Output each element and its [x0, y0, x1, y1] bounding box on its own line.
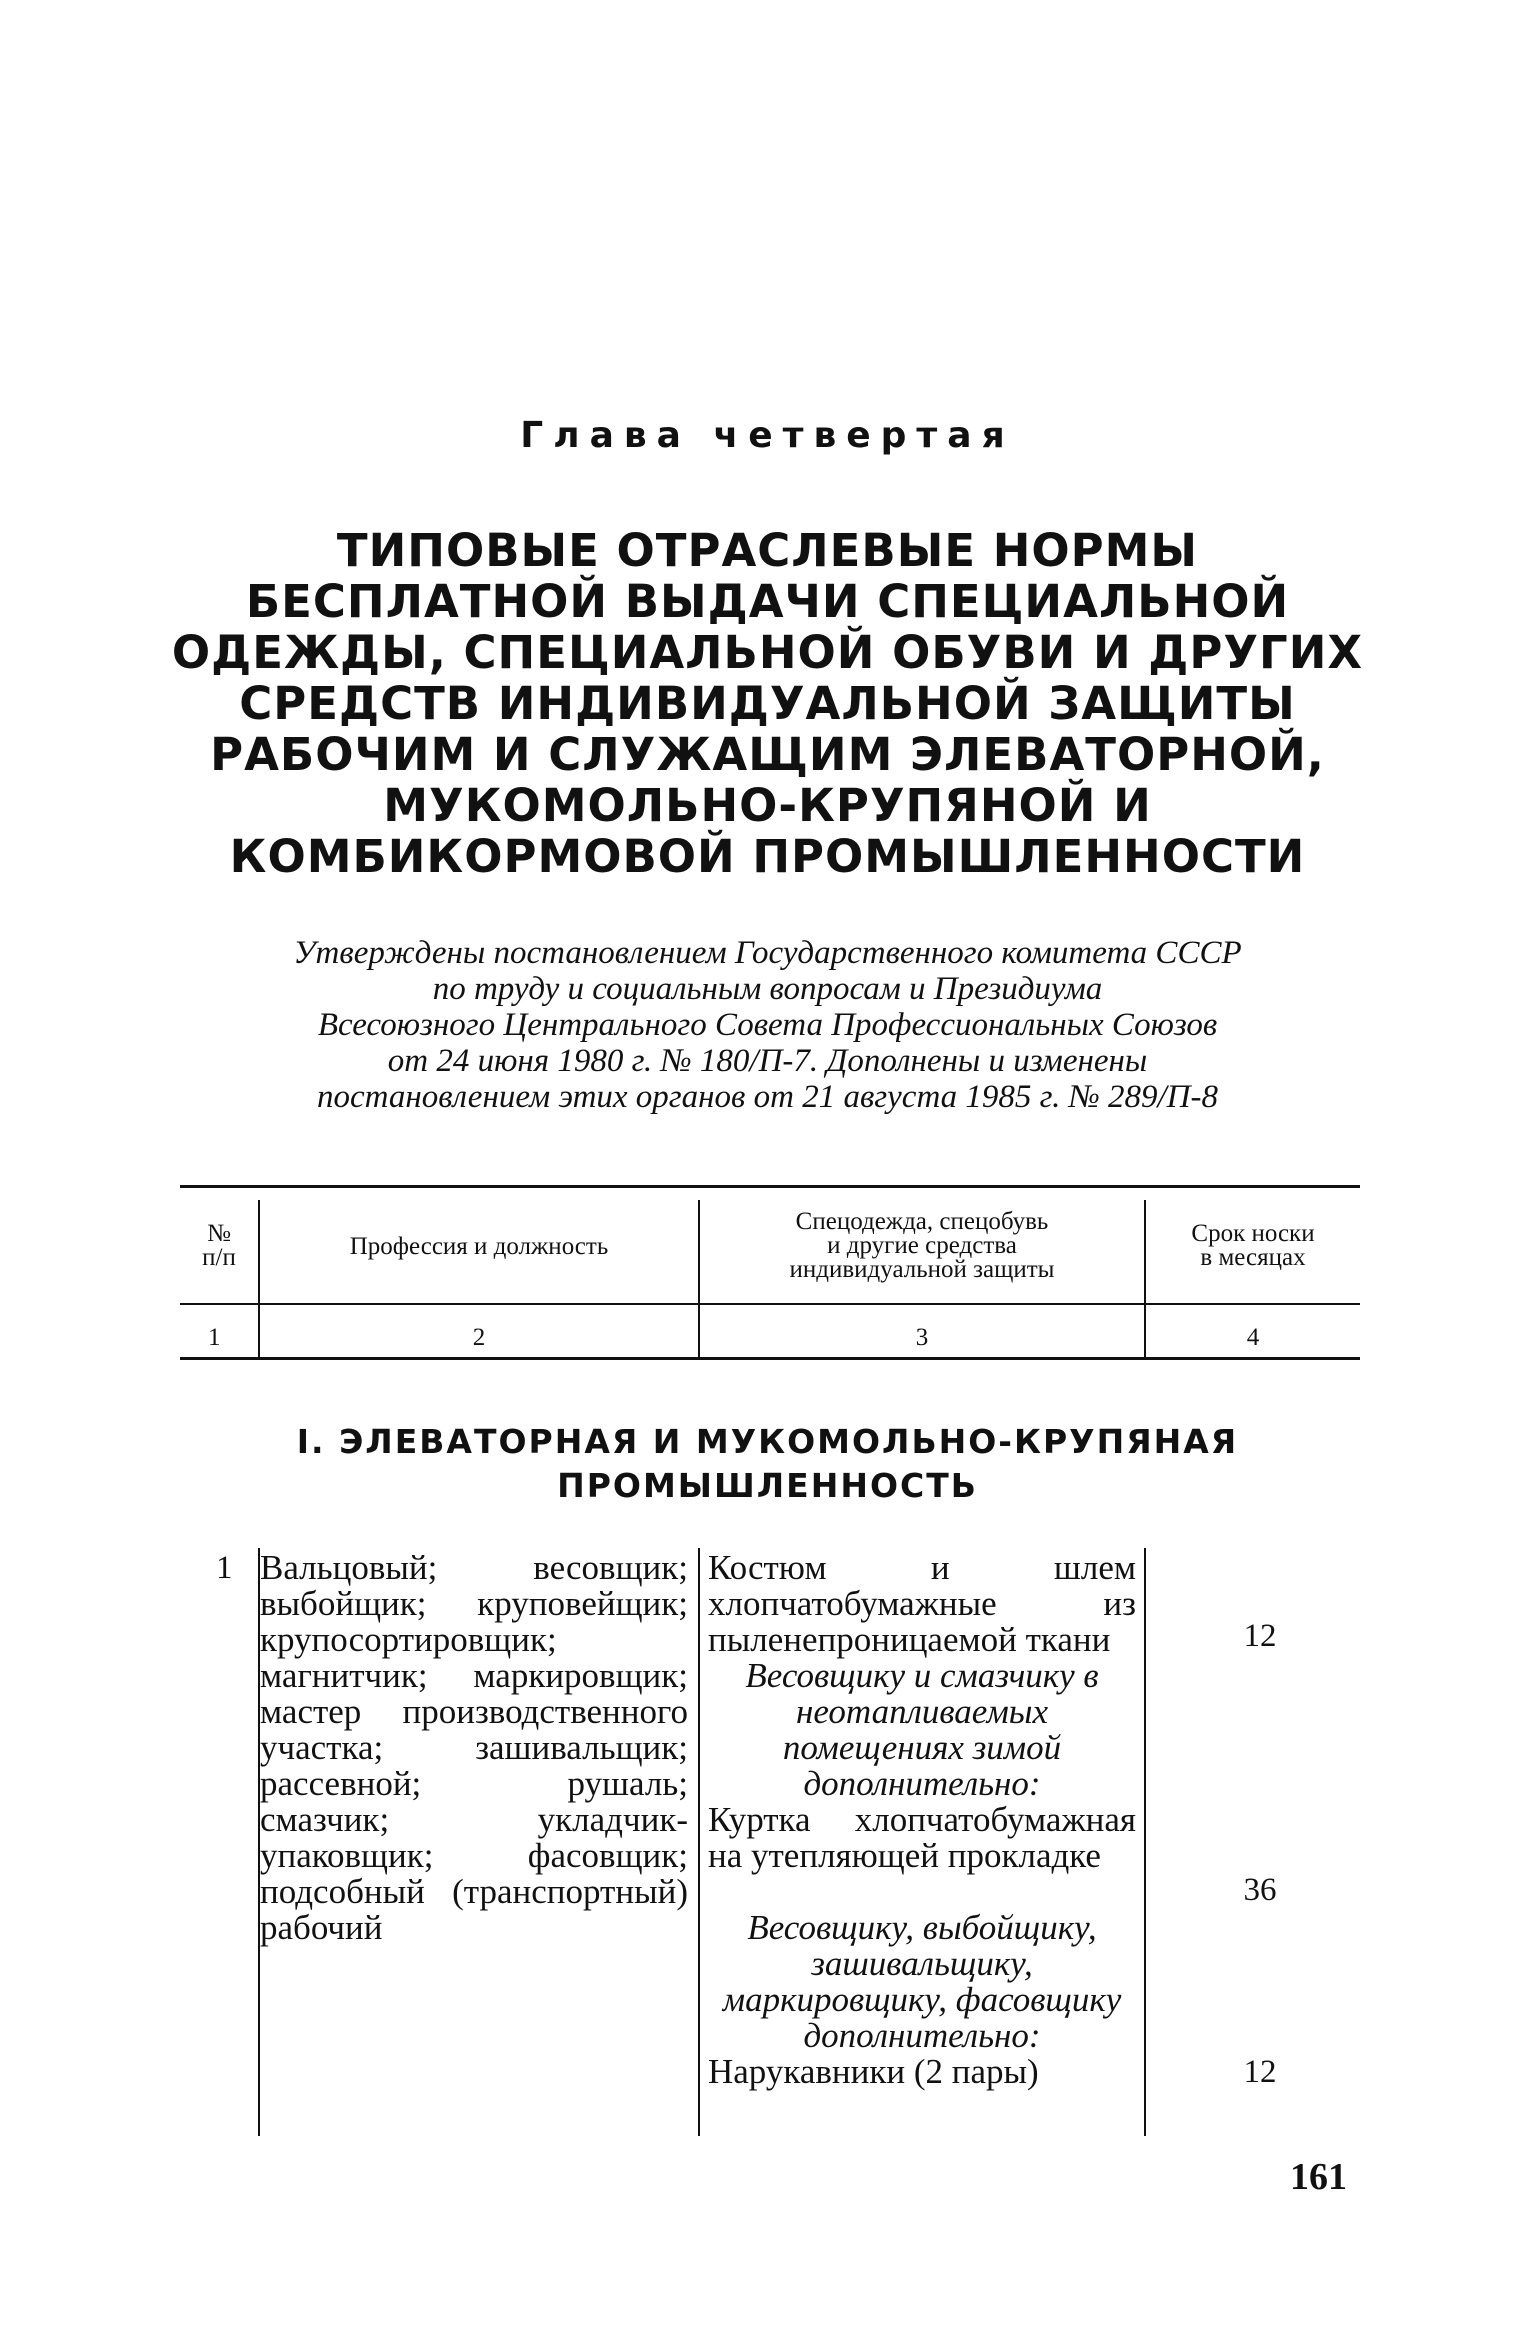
title-line: РАБОЧИМ И СЛУЖАЩИМ ЭЛЕВАТОРНОЙ, — [210, 728, 1325, 781]
header-term-line2: в месяцах — [1200, 1244, 1306, 1271]
column-divider — [698, 1548, 700, 2136]
approval-line: от 24 июня 1980 г. № 180/П-7. Дополнены и изменены — [387, 1043, 1148, 1079]
header-term — [1146, 1222, 1360, 1270]
row-number: 1 — [216, 1550, 233, 1586]
title-line: СРЕДСТВ ИНДИВИДУАЛЬНОЙ ЗАЩИТЫ — [239, 677, 1296, 730]
column-divider — [1144, 1548, 1146, 2136]
header-clothing-line2: и другие средства — [827, 1232, 1017, 1259]
header-clothing — [700, 1210, 1144, 1282]
title-line: БЕСПЛАТНОЙ ВЫДАЧИ СПЕЦИАЛЬНОЙ — [245, 575, 1290, 628]
section-line: ПРОМЫШЛЕННОСТЬ — [557, 1466, 978, 1505]
approval-line: Утверждены постановлением Государственного комитета СССР — [293, 935, 1242, 971]
clothing-item: Костюм и шлем хлопчатобумажные из пыленепроницаемой ткани — [708, 1548, 1136, 1659]
chapter-heading: Глава четвертая — [520, 415, 1015, 456]
column-number: 3 — [915, 1324, 929, 1351]
wear-term: 12 — [1243, 1618, 1277, 1654]
title-line: МУКОМОЛЬНО-КРУПЯНОЙ И — [383, 779, 1152, 832]
approval-line: по труду и социальным вопросам и Президиума — [432, 971, 1103, 1007]
clothing-item: Куртка хлопчатобумажная на утепляющей прокладке — [708, 1800, 1136, 1875]
section-line: I. ЭЛЕВАТОРНАЯ И МУКОМОЛЬНО-КРУПЯНАЯ — [296, 1422, 1239, 1461]
title-line: ОДЕЖДЫ, СПЕЦИАЛЬНОЙ ОБУВИ И ДРУГИХ — [171, 626, 1364, 679]
title-line: КОМБИКОРМОВОЙ ПРОМЫШЛЕННОСТИ — [229, 830, 1306, 883]
wear-term: 36 — [1243, 1872, 1277, 1908]
clothing-note: Весовщику и смазчику в неотапливаемых помещениях зимой дополнительно: — [745, 1656, 1099, 1803]
header-number-line1: № — [207, 1220, 231, 1247]
header-bottom-rule — [180, 1303, 1360, 1305]
header-profession: Профессия и должность — [349, 1233, 609, 1260]
header-number-line2: п/п — [202, 1244, 236, 1271]
approval-line: Всесоюзного Центрального Совета Профессиональных Союзов — [317, 1007, 1218, 1043]
header-clothing-line1: Спецодежда, спецобувь — [795, 1208, 1049, 1235]
table-top-rule — [180, 1185, 1360, 1188]
numbers-bottom-rule — [180, 1357, 1360, 1360]
clothing-note: Весовщику, выбойщику, зашивальщику, маркировщику, фасовщику дополнительно: — [722, 1908, 1122, 2055]
column-number: 1 — [208, 1324, 221, 1351]
page-number: 161 — [1290, 2156, 1347, 2198]
profession-list: Вальцовый; весовщик; выбойщик; круповейщик; крупосортировщик; магнитчик; маркировщик; мастер производственного участка; зашивальщик; рассевной; рушаль; смазчик; укладчик-упаковщик; фасовщик; подсобный (транспортный) рабочий — [260, 1548, 688, 1947]
column-number: 4 — [1246, 1324, 1260, 1351]
wear-term: 12 — [1243, 2054, 1277, 2090]
header-number — [180, 1222, 258, 1270]
approval-note — [150, 935, 1385, 1115]
header-term-line1: Срок носки — [1191, 1220, 1315, 1247]
column-number: 2 — [472, 1324, 486, 1351]
approval-line: постановлением этих органов от 21 августа 1985 г. № 289/П-8 — [317, 1079, 1218, 1115]
clothing-item: Нарукавники (2 пары) — [708, 2052, 1039, 2091]
header-clothing-line3: индивидуальной защиты — [789, 1256, 1055, 1283]
document-title — [150, 525, 1385, 882]
title-line: ТИПОВЫЕ ОТРАСЛЕВЫЕ НОРМЫ — [336, 524, 1199, 577]
section-heading — [150, 1420, 1385, 1508]
